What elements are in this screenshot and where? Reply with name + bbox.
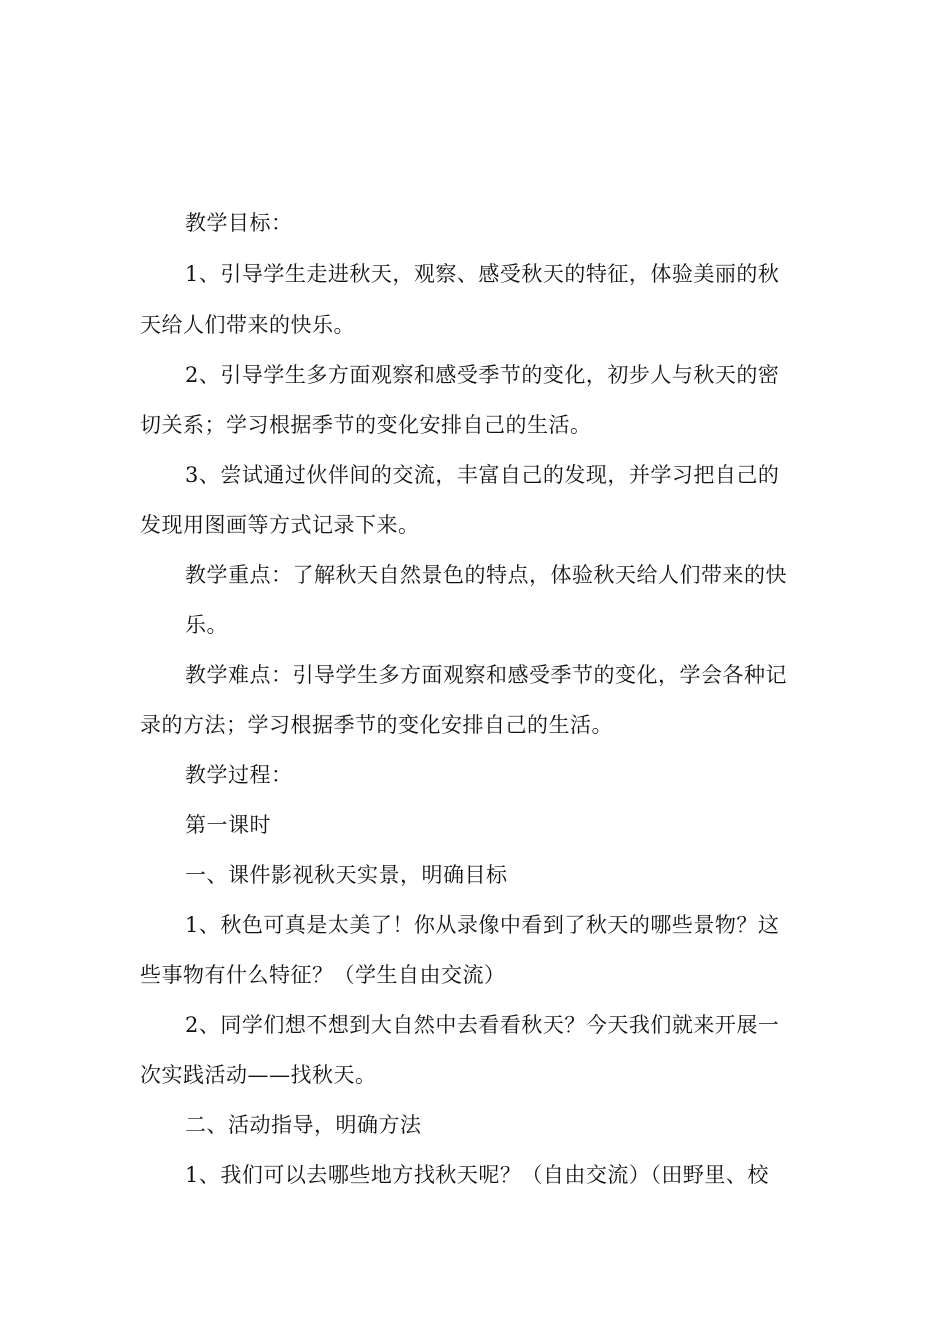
section-1-item-2-line-2: 次实践活动——找秋天。 <box>140 1063 377 1087</box>
key-points-line-1: 教学重点：了解秋天自然景色的特点，体验秋天给人们带来的快 <box>185 563 787 587</box>
goal-2-line-2: 切关系；学习根据季节的变化安排自己的生活。 <box>140 413 592 437</box>
heading-first-lesson: 第一课时 <box>185 813 271 837</box>
section-1-heading: 一、课件影视秋天实景，明确目标 <box>185 863 508 887</box>
section-1-item-1-line-1: 1、秋色可真是太美了！你从录像中看到了秋天的哪些景物？这 <box>185 913 780 937</box>
goal-1-line-2: 天给人们带来的快乐。 <box>140 313 355 337</box>
difficulties-line-1: 教学难点：引导学生多方面观察和感受季节的变化，学会各种记 <box>185 663 787 687</box>
section-2-heading: 二、活动指导，明确方法 <box>185 1113 422 1137</box>
difficulties-line-2: 录的方法；学习根据季节的变化安排自己的生活。 <box>140 713 613 737</box>
heading-teaching-goals: 教学目标： <box>185 211 293 235</box>
section-1-item-1-line-2: 些事物有什么特征？（学生自由交流） <box>140 963 506 987</box>
goal-2-line-1: 2、引导学生多方面观察和感受季节的变化，初步人与秋天的密 <box>185 363 780 387</box>
goal-3-line-1: 3、尝试通过伙伴间的交流，丰富自己的发现，并学习把自己的 <box>185 463 780 487</box>
section-2-item-1-line-1: 1、我们可以去哪些地方找秋天呢？（自由交流）（田野里、校 <box>185 1163 769 1187</box>
heading-teaching-process: 教学过程： <box>185 763 293 787</box>
goal-1-line-1: 1、引导学生走进秋天，观察、感受秋天的特征，体验美丽的秋 <box>185 262 780 286</box>
section-1-item-2-line-1: 2、同学们想不想到大自然中去看看秋天？今天我们就来开展一 <box>185 1013 780 1037</box>
key-points-line-2: 乐。 <box>185 613 228 637</box>
goal-3-line-2: 发现用图画等方式记录下来。 <box>140 513 420 537</box>
